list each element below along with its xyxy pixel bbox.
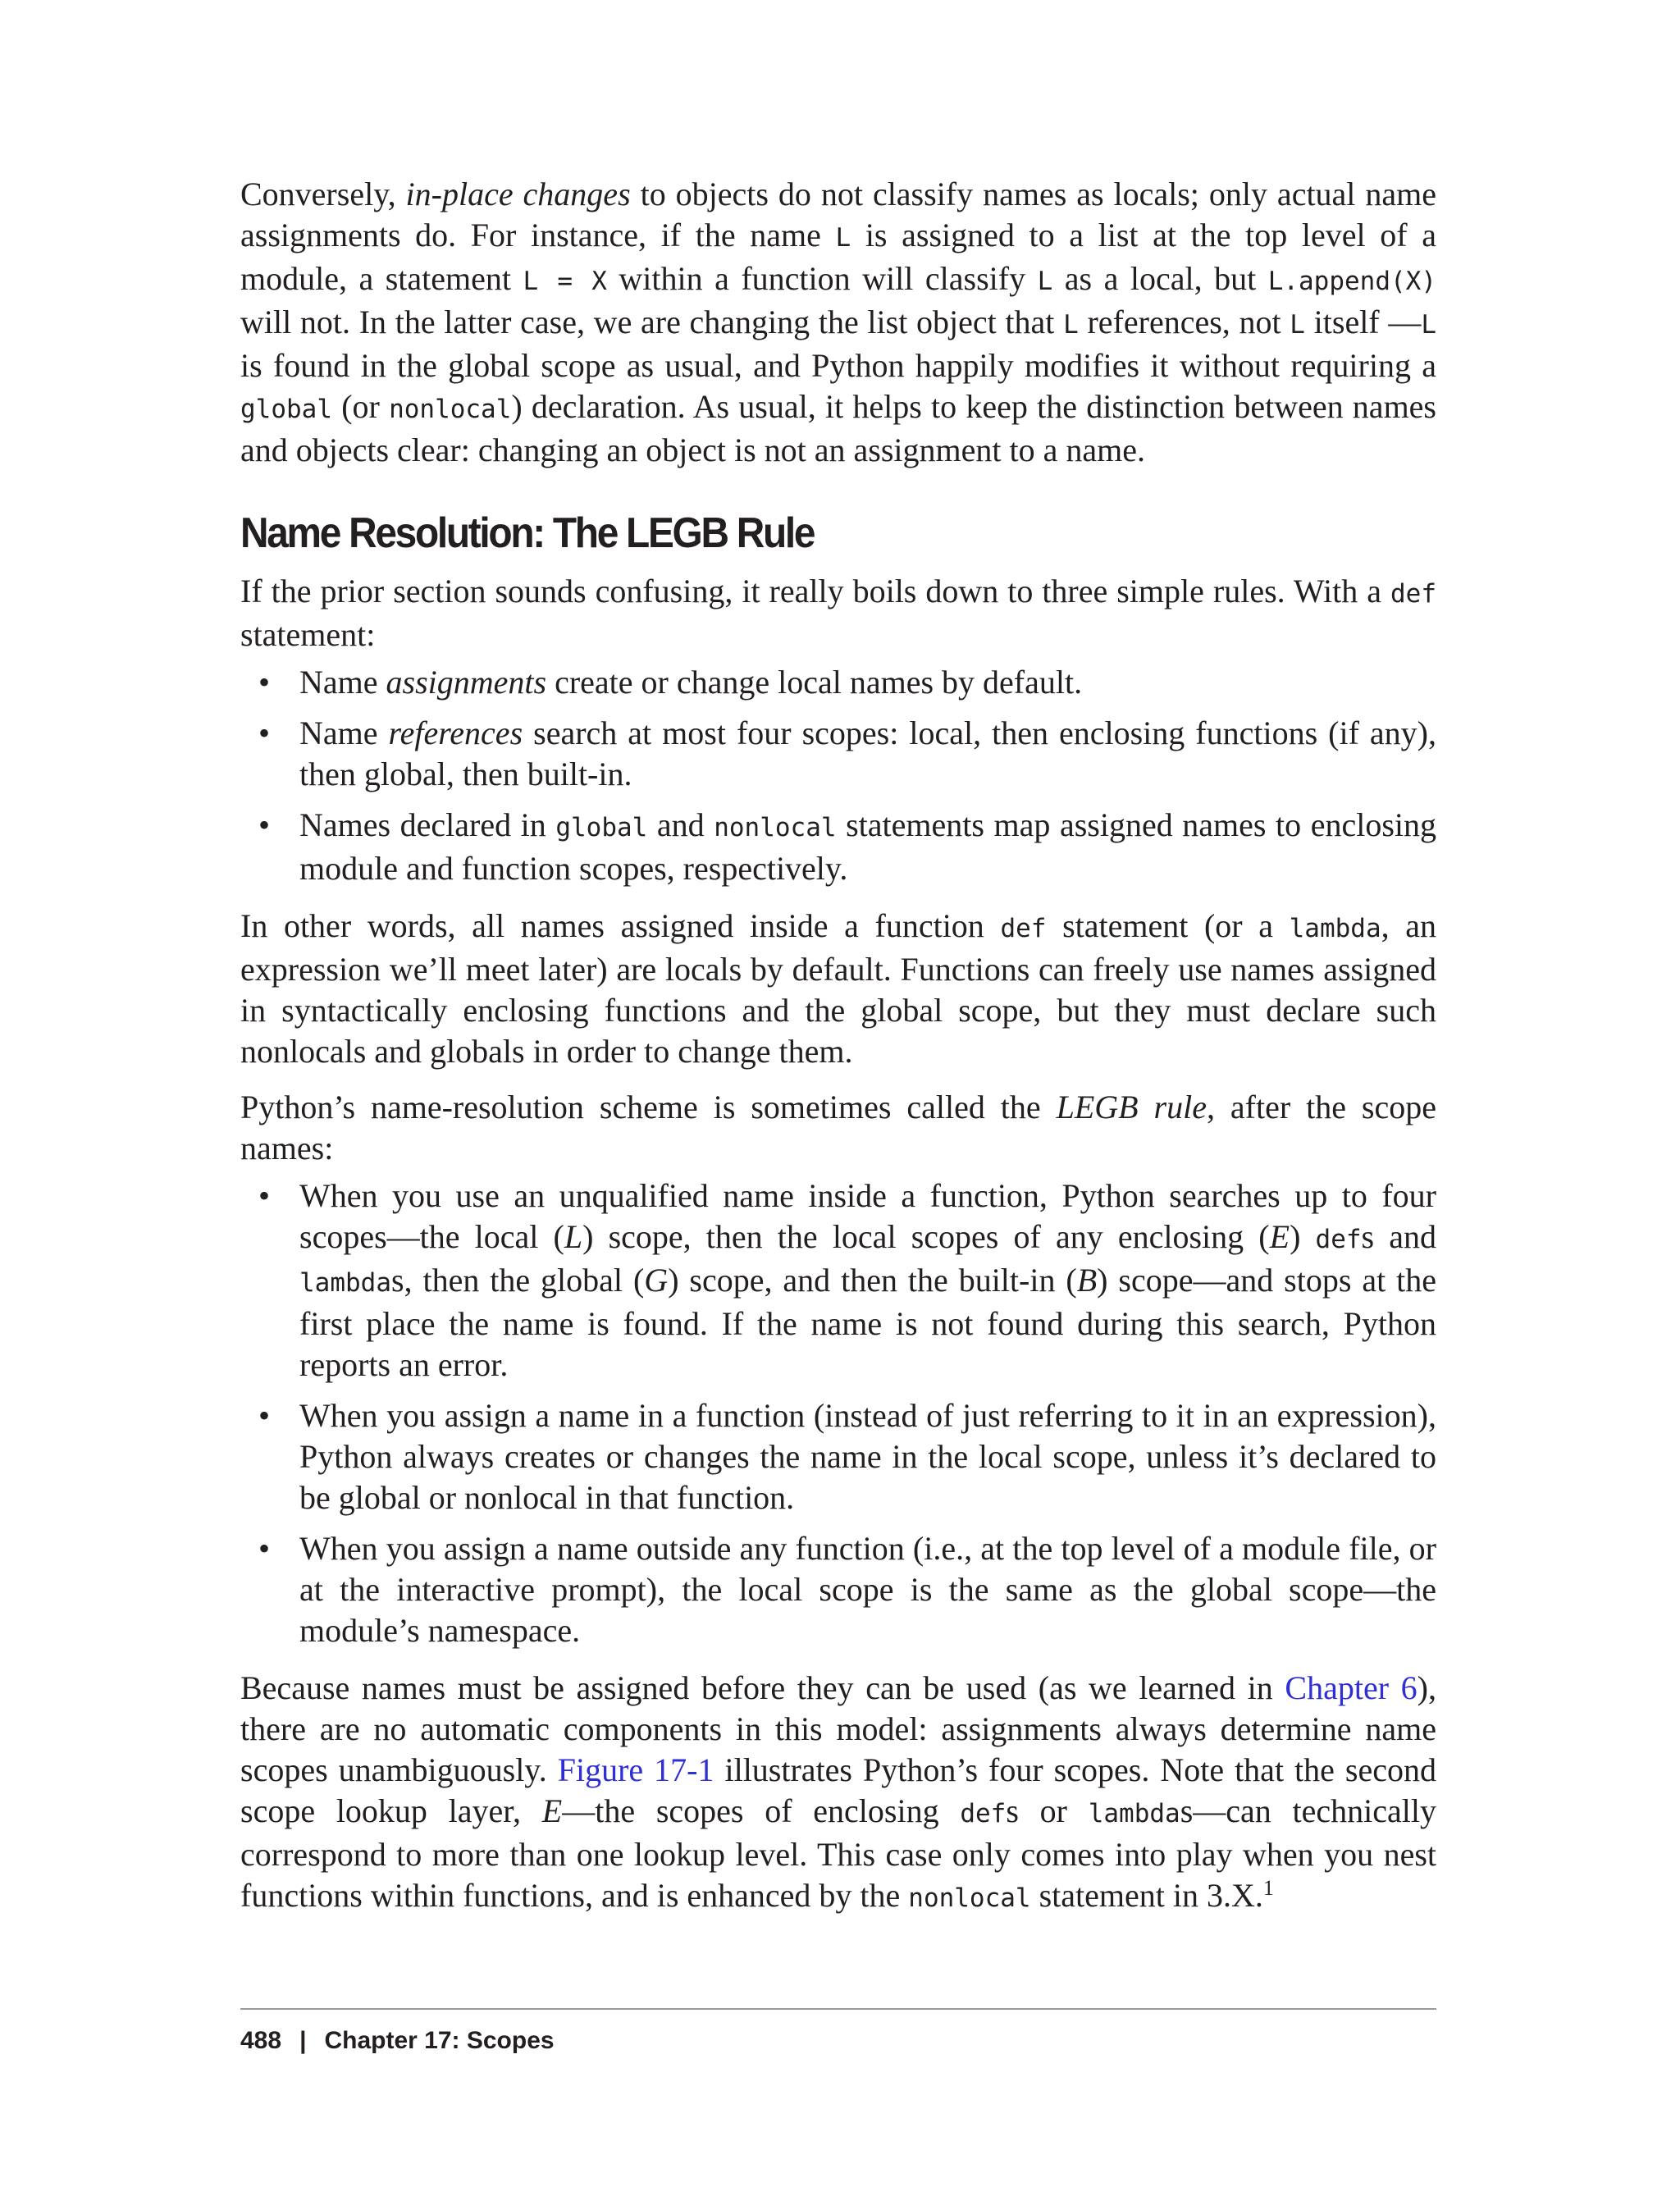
inline-code: nonlocal bbox=[714, 813, 837, 842]
text: (or bbox=[331, 388, 390, 425]
inline-code: def bbox=[960, 1799, 1007, 1828]
figure-17-1-link[interactable]: Figure 17-1 bbox=[557, 1751, 714, 1788]
text: ) scope—and stops at the first place the name is found. If the name is not found during this search, Python reports an error. bbox=[299, 1262, 1436, 1383]
paragraph-in-place-changes bbox=[240, 174, 1436, 471]
inline-code: lambda bbox=[1289, 914, 1381, 943]
paragraph-four-scopes bbox=[240, 1668, 1436, 1919]
page-body bbox=[240, 174, 1436, 1933]
inline-code: global bbox=[240, 395, 332, 424]
text: search at most four scopes: local, then enclosing functions (if any), then global, then built-in. bbox=[299, 714, 1436, 792]
inline-code: L bbox=[1063, 310, 1079, 340]
text: In other words, all names assigned inside a function bbox=[240, 907, 1001, 944]
text: within a function will classify bbox=[606, 260, 1038, 297]
text: s—can technically correspond to more than one lookup level. This case only comes into play when you nest functions within functions, and is enhanced by the bbox=[240, 1792, 1437, 1914]
text: statement (or a bbox=[1046, 907, 1290, 944]
chapter-title: Chapter 17: Scopes bbox=[324, 2027, 555, 2054]
inline-code: nonlocal bbox=[389, 395, 512, 424]
text: as a local, but bbox=[1052, 260, 1268, 297]
paragraph-legb-intro bbox=[240, 1087, 1436, 1169]
text: is found in the global scope as usual, and Python happily modifies it without requiring a bbox=[240, 347, 1436, 384]
list-item bbox=[240, 662, 1436, 703]
text: statement in 3.X. bbox=[1030, 1877, 1263, 1914]
text: ), there are no automatic components in this model: assignments always determine name scopes unambiguously. bbox=[240, 1669, 1436, 1788]
text: is assigned to a list at the top level of a module, a statement bbox=[240, 217, 1436, 297]
text: ) declaration. As usual, it helps to keep the distinction between names and objects clear: changing an object is not an assignment to a name. bbox=[240, 388, 1436, 468]
text: Name bbox=[299, 714, 389, 751]
list-item bbox=[240, 1176, 1436, 1386]
bullet-icon: • bbox=[258, 1530, 271, 1567]
page-footer bbox=[240, 2008, 1436, 2056]
list-item bbox=[240, 1528, 1436, 1651]
text: references, not bbox=[1078, 304, 1290, 340]
text: Because names must be assigned before they can be used (as we learned in bbox=[240, 1669, 1285, 1706]
text: When you use an unqualified name inside a function, Python searches up to four scopes—the local ( bbox=[299, 1177, 1436, 1255]
emphasis: B bbox=[1076, 1262, 1098, 1299]
footnote-marker[interactable]: 1 bbox=[1262, 1876, 1274, 1900]
bullet-icon: • bbox=[258, 714, 271, 751]
text: itself — bbox=[1304, 304, 1422, 340]
footer-separator: | bbox=[299, 2027, 307, 2054]
text: , after the scope names: bbox=[240, 1089, 1437, 1166]
text: , an expression we’ll meet later) are locals by default. Functions can freely use names assigned in syntactically enclosing functions and the global scope, but they must declare such nonlocals and globals in order to change them. bbox=[240, 907, 1436, 1070]
text: If the prior section sounds confusing, it really boils down to three simple rules. With a bbox=[240, 573, 1390, 609]
text: Names declared in bbox=[299, 806, 556, 843]
inline-code: L bbox=[1290, 310, 1305, 340]
chapter-6-link[interactable]: Chapter 6 bbox=[1285, 1669, 1418, 1706]
emphasis: E bbox=[1269, 1218, 1290, 1255]
text: will not. In the latter case, we are changing the list object that bbox=[240, 304, 1064, 340]
inline-code: L.append(X) bbox=[1267, 267, 1436, 296]
inline-code: def bbox=[1315, 1225, 1362, 1254]
paragraph-intro-rules bbox=[240, 571, 1436, 655]
text: ) scope, and then the built-in ( bbox=[668, 1262, 1077, 1299]
inline-code: nonlocal bbox=[908, 1883, 1031, 1913]
rules-list bbox=[240, 662, 1436, 889]
bullet-icon: • bbox=[258, 664, 271, 701]
list-item bbox=[240, 713, 1436, 795]
text: Name bbox=[299, 664, 386, 701]
inline-code: def bbox=[1390, 579, 1436, 609]
text: Conversely, bbox=[240, 176, 406, 212]
inline-code: def bbox=[1000, 914, 1047, 943]
emphasis: L bbox=[564, 1218, 583, 1255]
text: illustrates Python’s four scopes. Note that the second scope lookup layer, bbox=[240, 1751, 1436, 1829]
inline-code: L bbox=[835, 223, 851, 253]
text: ) bbox=[1290, 1218, 1316, 1255]
emphasis: E bbox=[541, 1792, 563, 1829]
text: and bbox=[647, 806, 714, 843]
text: Python’s name-resolution scheme is sometimes called the bbox=[240, 1089, 1057, 1125]
inline-code: global bbox=[555, 813, 648, 842]
bullet-icon: • bbox=[258, 806, 271, 843]
inline-code: lambda bbox=[1088, 1799, 1180, 1828]
text: statement: bbox=[240, 616, 376, 653]
emphasis: LEGB rule bbox=[1056, 1089, 1207, 1125]
text: s and bbox=[1361, 1218, 1436, 1255]
inline-code: L bbox=[1421, 310, 1436, 340]
text: to objects do not classify names as locals; only actual name assignments do. For instance, if the name bbox=[240, 176, 1436, 253]
paragraph-locals-default bbox=[240, 906, 1436, 1072]
page-number: 488 bbox=[240, 2027, 282, 2054]
inline-code: L = X bbox=[523, 267, 607, 296]
list-item bbox=[240, 805, 1436, 889]
emphasis: in-place changes bbox=[405, 176, 631, 212]
text: create or change local names by default. bbox=[546, 664, 1083, 701]
text: s, then the global ( bbox=[390, 1262, 645, 1299]
text: ) scope, then the local scopes of any enclosing ( bbox=[582, 1218, 1270, 1255]
text: —the scopes of enclosing bbox=[562, 1792, 961, 1829]
list-item bbox=[240, 1395, 1436, 1518]
section-heading: Name Resolution: The LEGB Rule bbox=[240, 509, 815, 557]
inline-code: L bbox=[1037, 267, 1053, 296]
bullet-icon: • bbox=[258, 1397, 271, 1434]
text: s or bbox=[1006, 1792, 1089, 1829]
emphasis: assignments bbox=[386, 664, 547, 701]
legb-list bbox=[240, 1176, 1436, 1651]
text: When you assign a name in a function (instead of just referring to it in an expression), Python always creates or changes the name in the local scope, unless it’s declared to be global or nonlocal in that function. bbox=[299, 1397, 1436, 1516]
inline-code: lambda bbox=[299, 1268, 391, 1298]
text: statements map assigned names to enclosing module and function scopes, respectively. bbox=[299, 806, 1436, 887]
emphasis: G bbox=[644, 1262, 669, 1299]
text: When you assign a name outside any function (i.e., at the top level of a module file, or at the interactive prompt), the local scope is the same as the global scope—the module’s namespace. bbox=[299, 1530, 1436, 1649]
bullet-icon: • bbox=[258, 1177, 271, 1214]
emphasis: references bbox=[388, 714, 523, 751]
